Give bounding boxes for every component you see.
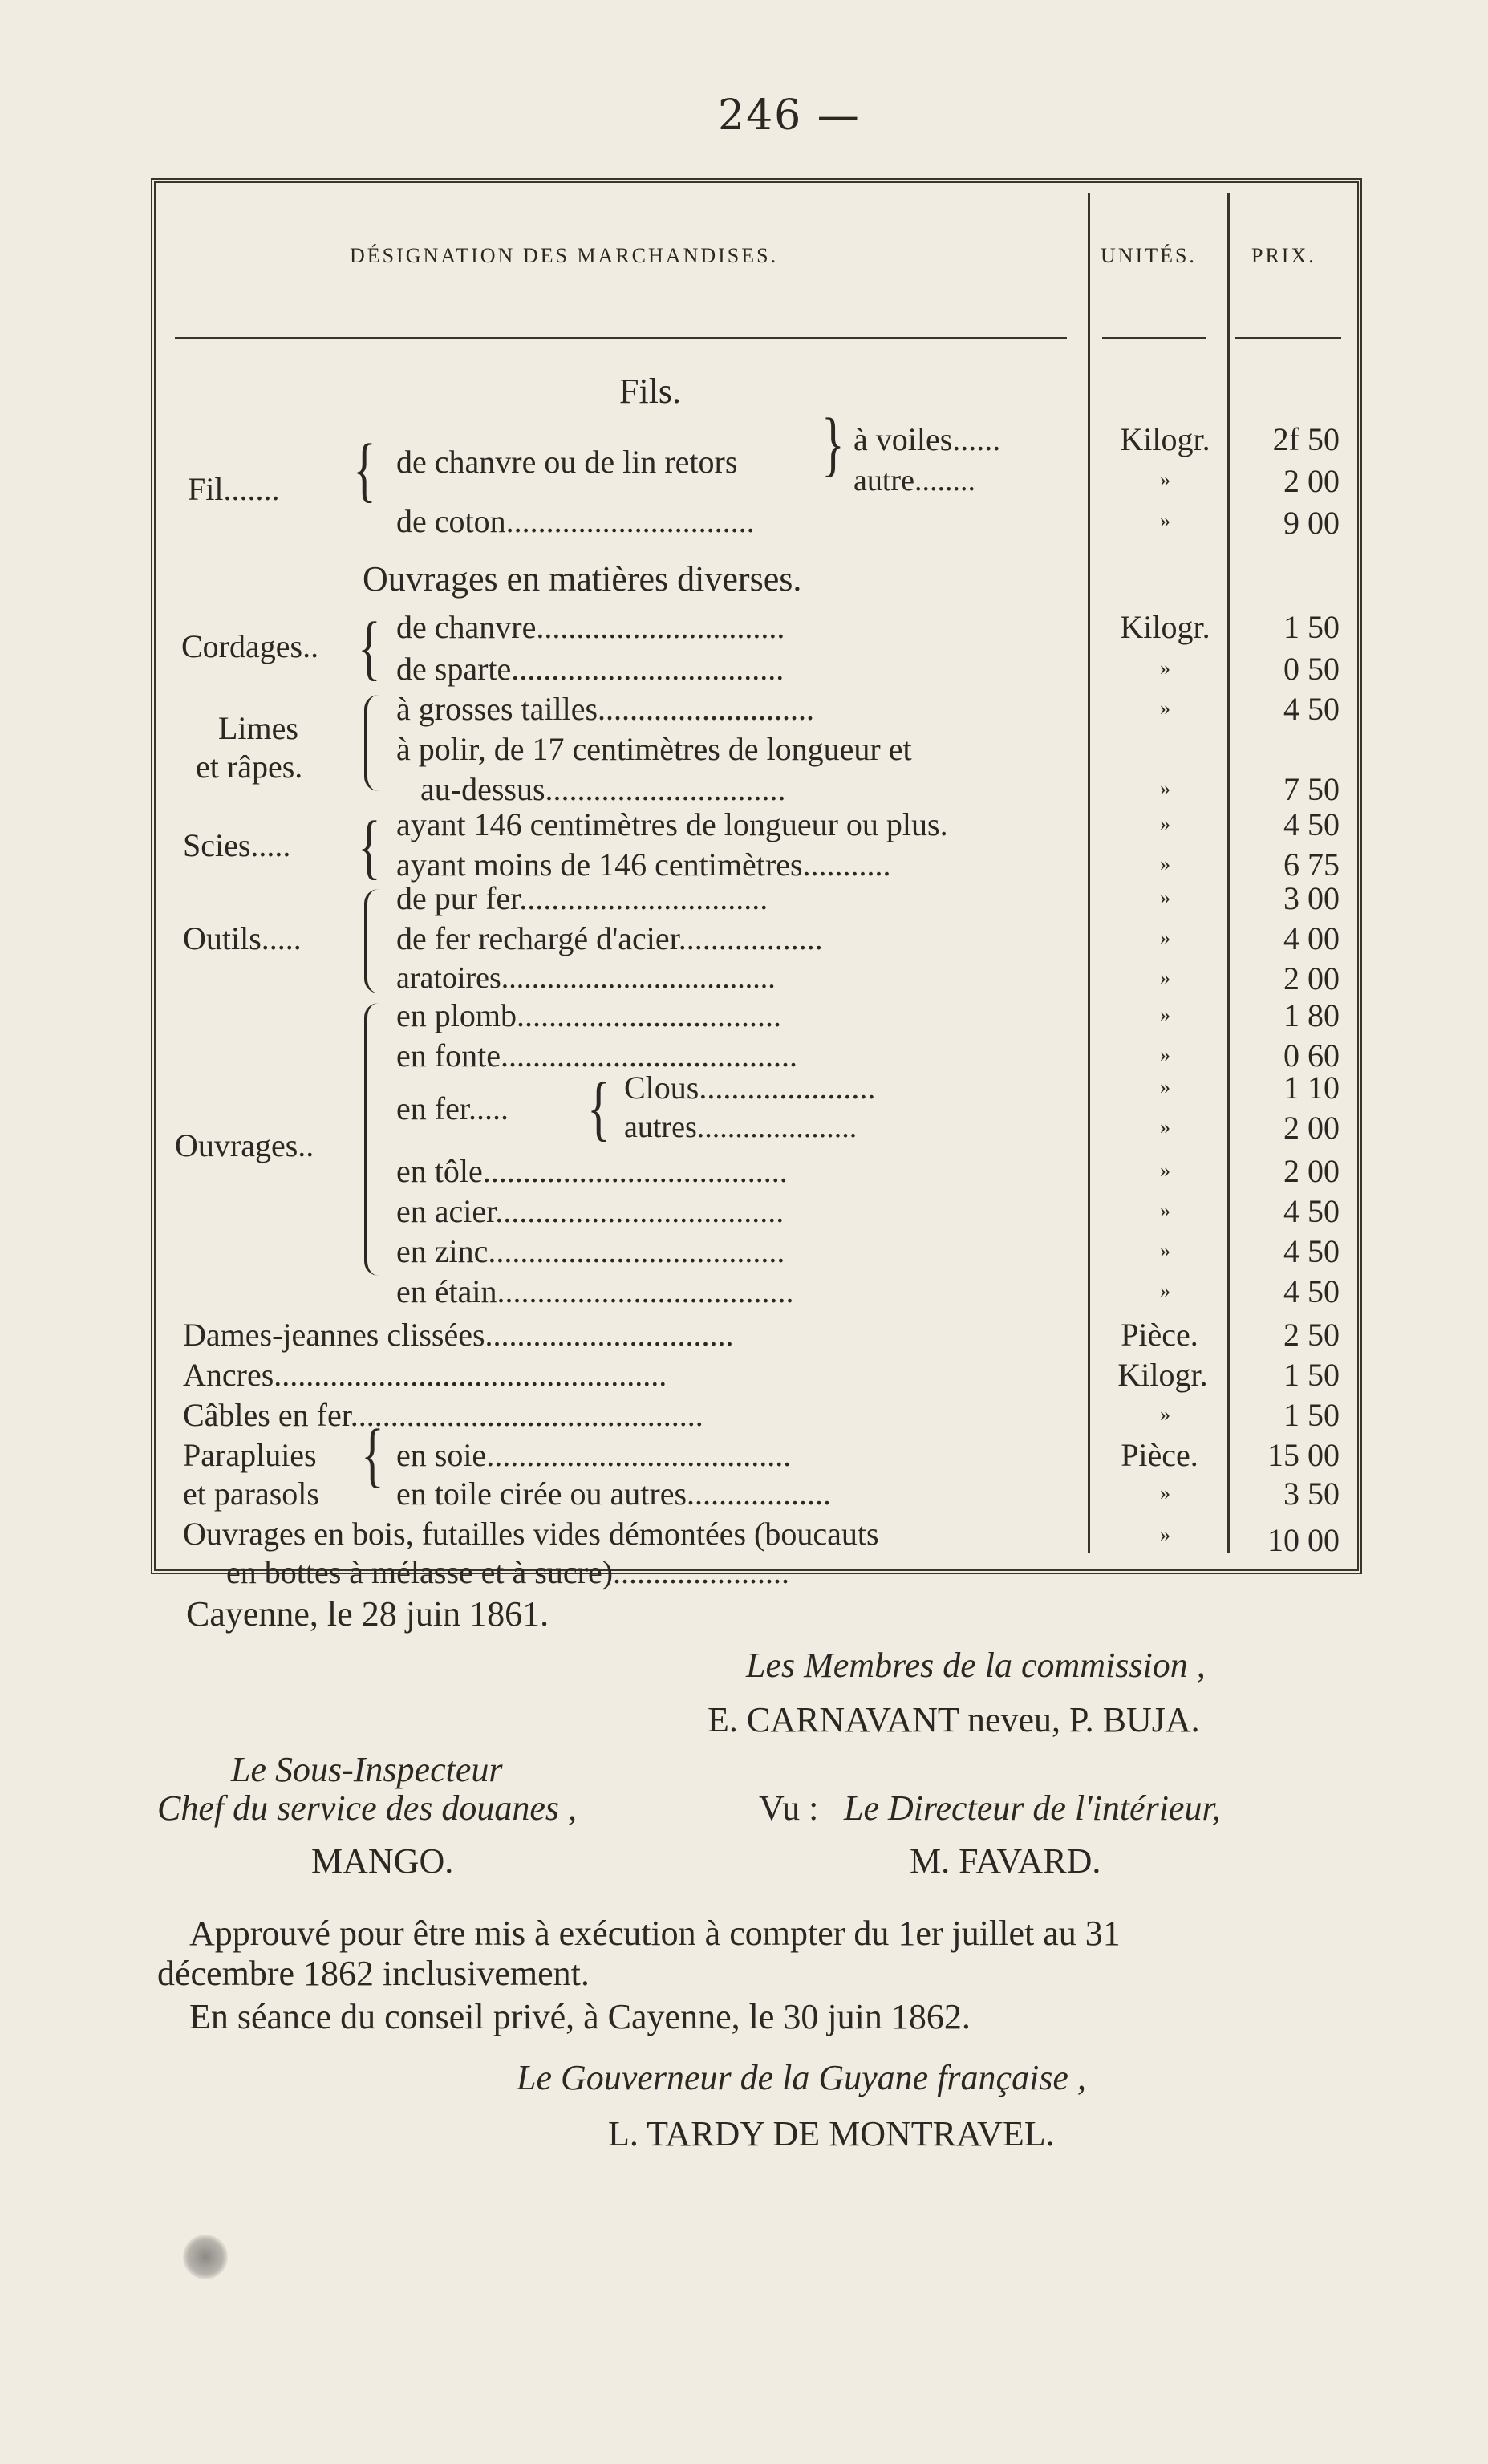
unit: »: [1160, 696, 1170, 720]
price: 3 00: [1283, 880, 1340, 916]
group-limes: Limes: [218, 710, 298, 746]
limes-grosses: à grosses tailles...........................: [396, 691, 815, 727]
ouvrages-bois-line2: en bottes à mélasse et à sucre)......................: [226, 1554, 790, 1590]
unit: Pièce.: [1121, 1437, 1198, 1473]
section-fils: Fils.: [619, 371, 682, 411]
ouvrages-acier: en acier....................................: [396, 1193, 785, 1229]
price: 4 50: [1283, 1193, 1340, 1229]
unit: »: [1160, 966, 1170, 989]
limes-polir: à polir, de 17 centimètres de longueur et: [396, 731, 912, 767]
price: 1 50: [1283, 609, 1340, 645]
group-parasols: et parasols: [183, 1476, 319, 1512]
cables-en-fer: Câbles en fer............................................: [183, 1397, 703, 1433]
brace: [364, 889, 379, 993]
price: 3 50: [1283, 1476, 1340, 1512]
seance-line: En séance du conseil privé, à Cayenne, le 30 juin 1862.: [189, 1997, 971, 2036]
header-underline: [175, 337, 1067, 339]
approval-line1: Approuvé pour être mis à exécution à compter du 1er juillet au 31: [189, 1914, 1121, 1953]
price: 2 00: [1283, 463, 1340, 499]
price: 1 10: [1283, 1070, 1340, 1106]
price: 2f 50: [1272, 421, 1340, 457]
price: 9 00: [1283, 505, 1340, 541]
unit: »: [1160, 1279, 1170, 1302]
ouvrages-zinc: en zinc.....................................: [396, 1233, 785, 1269]
unit: »: [1160, 1239, 1170, 1262]
parapluies-toile: en toile cirée ou autres..................: [396, 1476, 832, 1512]
commission-members-title: Les Membres de la commission ,: [746, 1646, 1206, 1685]
unit: Kilogr.: [1120, 421, 1210, 457]
price: 1 80: [1283, 997, 1340, 1033]
price: 4 50: [1283, 806, 1340, 842]
ouvrages-plomb: en plomb.................................: [396, 997, 781, 1033]
ouvrages-en-fer: en fer.....: [396, 1090, 509, 1126]
ouvrages-etain: en étain.....................................: [396, 1273, 794, 1309]
group-rapes: et râpes.: [196, 749, 303, 785]
sous-inspecteur-title: Le Sous-Inspecteur: [231, 1750, 503, 1789]
section-ouvrages: Ouvrages en matières diverses.: [363, 559, 802, 599]
group-ouvrages: Ouvrages..: [175, 1127, 314, 1163]
commission-members-names: E. CARNAVANT neveu, P. BUJA.: [708, 1700, 1200, 1739]
ancres: Ancres.................................................: [183, 1357, 667, 1393]
unit: Kilogr.: [1117, 1357, 1208, 1393]
group-fil: Fil.......: [188, 471, 280, 507]
unit: »: [1160, 1481, 1170, 1504]
price: 10 00: [1267, 1522, 1340, 1558]
price: 2 00: [1283, 960, 1340, 997]
signature-favard: M. FAVARD.: [910, 1841, 1101, 1881]
gouverneur-title: Le Gouverneur de la Guyane française ,: [517, 2058, 1086, 2097]
outils-recharge: de fer rechargé d'acier..................: [396, 920, 823, 956]
fil-coton: de coton...............................: [396, 503, 755, 539]
group-cordages: Cordages..: [181, 628, 319, 664]
unit: »: [1160, 1003, 1170, 1026]
unit: »: [1160, 886, 1170, 909]
scies-146-plus: ayant 146 centimètres de longueur ou plus.: [396, 806, 948, 842]
price: 4 50: [1283, 1233, 1340, 1269]
price: 0 50: [1283, 651, 1340, 687]
fil-a-voiles: à voiles......: [853, 421, 1001, 457]
fil-autre: autre........: [853, 464, 975, 497]
unit: »: [1160, 1523, 1170, 1546]
unit: Pièce.: [1121, 1317, 1198, 1353]
cordages-sparte: de sparte..................................: [396, 651, 785, 687]
outils-aratoires: aratoires....................................: [396, 961, 776, 995]
signature-mango: MANGO.: [311, 1841, 454, 1881]
brace: {: [358, 806, 381, 887]
header-prix: PRIX.: [1251, 244, 1316, 267]
parapluies-soie: en soie......................................: [396, 1437, 792, 1473]
ouvrages-bois-line1: Ouvrages en bois, futailles vides démontées (boucauts: [183, 1516, 879, 1552]
price: 6 75: [1283, 846, 1340, 883]
brace: {: [361, 1415, 384, 1495]
limes-polir-dessus: au-dessus..............................: [420, 771, 786, 807]
unit: »: [1160, 1043, 1170, 1066]
directeur-interieur-title: Le Directeur de l'intérieur,: [844, 1788, 1221, 1828]
outils-pur-fer: de pur fer...............................: [396, 880, 768, 916]
place-date: Cayenne, le 28 juin 1861.: [186, 1594, 549, 1634]
price: 15 00: [1267, 1437, 1340, 1473]
price: 1 50: [1283, 1397, 1340, 1433]
unit: »: [1160, 1159, 1170, 1182]
group-scies: Scies.....: [183, 827, 291, 863]
signature-tardy: L. TARDY DE MONTRAVEL.: [608, 2114, 1055, 2153]
price: 4 00: [1283, 920, 1340, 956]
group-outils: Outils.....: [183, 920, 302, 956]
brace: {: [358, 607, 381, 688]
unit: »: [1160, 656, 1170, 680]
header-underline-units: [1102, 337, 1206, 339]
ouvrages-fonte: en fonte.....................................: [396, 1037, 797, 1074]
chef-douanes-title: Chef du service des douanes ,: [157, 1788, 577, 1828]
page-number: 246 —: [718, 91, 861, 140]
price: 4 50: [1283, 691, 1340, 727]
unit: »: [1160, 777, 1170, 800]
group-parapluies: Parapluies: [183, 1437, 317, 1473]
brace: }: [821, 404, 845, 484]
price: 2 50: [1283, 1317, 1340, 1353]
brace: {: [353, 429, 376, 509]
unit: »: [1160, 1075, 1170, 1098]
unit: »: [1160, 812, 1170, 835]
unit: »: [1160, 1115, 1170, 1139]
unit: »: [1160, 926, 1170, 949]
ouvrages-autres: autres.....................: [624, 1110, 858, 1144]
dames-jeannes: Dames-jeannes clissées...............................: [183, 1317, 734, 1353]
unit: »: [1160, 468, 1170, 491]
fil-chanvre: de chanvre ou de lin retors: [396, 444, 738, 480]
vu-prefix: Vu :: [759, 1788, 819, 1828]
brace: [364, 695, 379, 791]
price: 4 50: [1283, 1273, 1340, 1309]
price: 7 50: [1283, 771, 1340, 807]
approval-line2: décembre 1862 inclusivement.: [157, 1954, 590, 1993]
ouvrages-clous: Clous......................: [624, 1070, 876, 1106]
brace: [364, 1003, 379, 1276]
unit: »: [1160, 1402, 1170, 1426]
header-designation: DÉSIGNATION DES MARCHANDISES.: [350, 244, 779, 267]
header-underline-prix: [1235, 337, 1341, 339]
scies-moins-146: ayant moins de 146 centimètres...........: [396, 846, 891, 883]
price: 0 60: [1283, 1037, 1340, 1074]
price: 1 50: [1283, 1357, 1340, 1393]
price: 2 00: [1283, 1153, 1340, 1189]
unit: »: [1160, 509, 1170, 532]
cordages-chanvre: de chanvre...............................: [396, 609, 785, 645]
header-unites: UNITÉS.: [1101, 244, 1197, 267]
unit: Kilogr.: [1120, 609, 1210, 645]
unit: »: [1160, 852, 1170, 875]
ouvrages-tole: en tôle......................................: [396, 1153, 788, 1189]
price: 2 00: [1283, 1110, 1340, 1146]
ink-stain: [183, 2235, 228, 2279]
brace: {: [587, 1068, 610, 1148]
unit: »: [1160, 1199, 1170, 1222]
